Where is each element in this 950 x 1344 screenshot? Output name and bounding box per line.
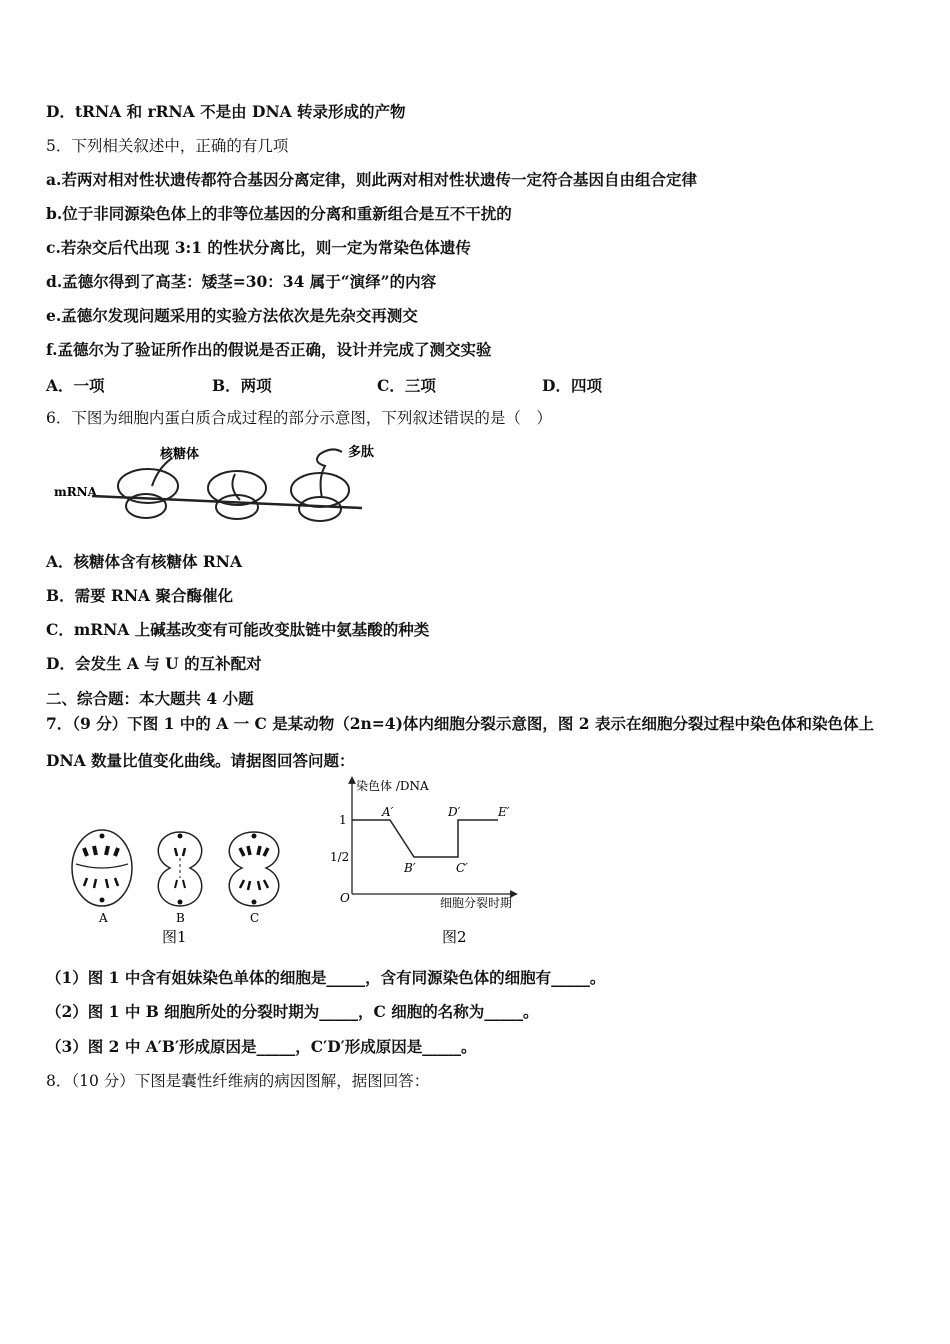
- point-d: D′: [448, 805, 461, 819]
- point-a: A′: [382, 805, 394, 819]
- ytick-half: 1/2: [330, 850, 350, 864]
- cell-a-label: A: [99, 911, 108, 925]
- point-e: E′: [498, 805, 510, 819]
- q7-stem-line2: DNA 数量比值变化曲线。请据图回答问题：: [46, 751, 355, 770]
- q7-subquestion-3: （3）图 2 中 A′B′形成原因是_____，C′D′形成原因是_____。: [46, 1037, 477, 1056]
- point-b: B′: [404, 861, 416, 875]
- cell-b: [158, 832, 201, 906]
- q5-statement-e: e.孟德尔发现问题采用的实验方法依次是先杂交再测交: [46, 306, 418, 325]
- ribosome-3: [291, 449, 349, 521]
- q5-statement-a: a.若两对相对性状遗传都符合基因分离定律，则此两对相对性状遗传一定符合基因自由组合定律: [46, 170, 697, 189]
- ribosome-2: [208, 471, 266, 519]
- q8-stem: 8．（10 分）下图是囊性纤维病的病因图解，据图回答：: [46, 1072, 430, 1090]
- q7-figure2: [328, 774, 528, 949]
- q6-option-a: A．核糖体含有核糖体 RNA: [46, 552, 242, 571]
- ribosome-1: [118, 458, 178, 518]
- q6-option-d: D．会发生 A 与 U 的互补配对: [46, 654, 262, 673]
- ribosome-label: 核糖体: [160, 447, 200, 462]
- q5-statement-f: f.孟德尔为了验证所作出的假说是否正确，设计并完成了测交实验: [46, 340, 492, 359]
- q5-statement-d: d.孟德尔得到了高茎：矮茎=30：34 属于“演绎”的内容: [46, 272, 437, 291]
- figure2-ylabel: 染色体 /DNA: [356, 779, 429, 793]
- cell-c: [229, 832, 279, 906]
- figure2-xlabel: 细胞分裂时期: [440, 896, 513, 910]
- figure2-caption: 图2: [442, 928, 467, 946]
- ytick-1: 1: [339, 813, 347, 827]
- q5-option-c: C．三项: [377, 376, 436, 395]
- q6-translation-figure: [50, 438, 390, 528]
- cell-b-label: B: [176, 911, 185, 925]
- q7-subquestion-2: （2）图 1 中 B 细胞所处的分裂时期为_____，C 细胞的名称为_____。: [46, 1002, 539, 1021]
- q6-stem: 6．下图为细胞内蛋白质合成过程的部分示意图，下列叙述错误的是（ ）: [46, 409, 552, 427]
- q5-option-a: A．一项: [46, 376, 105, 395]
- ratio-curve: [352, 820, 498, 857]
- section-2-title: 二、综合题：本大题共 4 小题: [46, 689, 254, 708]
- q7-stem-line1: 7．（9 分）下图 1 中的 A 一 C 是某动物（2n=4)体内细胞分裂示意图，图 2 表示在细胞分裂过程中染色体和染色体上: [46, 714, 874, 733]
- q4-option-d: D．tRNA 和 rRNA 不是由 DNA 转录形成的产物: [46, 102, 406, 121]
- peptide-label: 多肽: [348, 445, 375, 460]
- q7-subquestion-1: （1）图 1 中含有姐妹染色单体的细胞是_____，含有同源染色体的细胞有_____。: [46, 968, 606, 987]
- q6-option-c: C．mRNA 上碱基改变有可能改变肽链中氨基酸的种类: [46, 620, 430, 639]
- q5-statement-c: c.若杂交后代出现 3:1 的性状分离比，则一定为常染色体遗传: [46, 238, 471, 257]
- q5-option-b: B．两项: [212, 376, 272, 395]
- origin-label: O: [340, 891, 350, 905]
- cell-a: [72, 830, 132, 906]
- q6-option-b: B．需要 RNA 聚合酶催化: [46, 586, 233, 605]
- q5-option-d: D．四项: [542, 376, 602, 395]
- mrna-label: mRNA: [54, 485, 97, 499]
- q5-statement-b: b.位于非同源染色体上的非等位基因的分离和重新组合是互不干扰的: [46, 204, 512, 223]
- q5-stem: 5．下列相关叙述中，正确的有几项: [46, 137, 289, 155]
- point-c: C′: [456, 861, 468, 875]
- cell-c-label: C: [250, 911, 260, 925]
- figure1-caption: 图1: [162, 928, 187, 946]
- q7-figure1: [62, 828, 294, 948]
